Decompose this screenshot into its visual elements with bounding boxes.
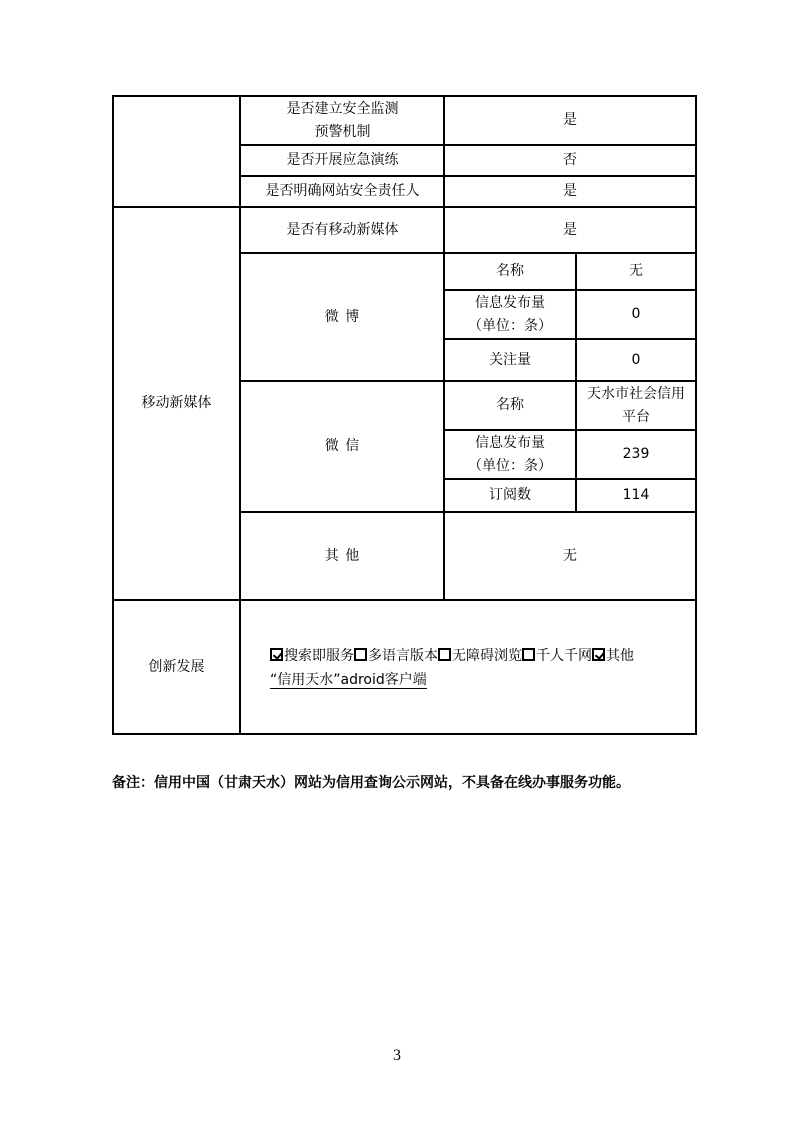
innovation-section-label: 创新发展 [148, 658, 205, 675]
weibo-follow-value: 0 [631, 351, 641, 368]
weibo-name-label: 名称 [496, 263, 524, 279]
option-multilingual [354, 648, 438, 664]
page-number: 3 [393, 1047, 401, 1064]
weibo-label: 微 博 [324, 308, 361, 325]
other-media-label: 其 他 [324, 547, 361, 564]
has-mobile-media-label: 是否有移动新媒体 [286, 221, 399, 238]
weibo-posts-label: 信息发布量（单位：条） [468, 294, 552, 334]
innovation-other-text: “信用天水”adroid客户端 [270, 672, 427, 688]
security-responsible-label: 是否明确网站安全责任人 [265, 183, 420, 199]
wechat-name-value: 天水市社会信用平台 [587, 385, 685, 425]
weibo-follow-label: 关注量 [489, 351, 531, 368]
warning-mechanism-value: 是 [563, 112, 577, 128]
grid-line [239, 95, 241, 735]
other-media-value: 无 [563, 547, 577, 564]
option-label: 其他 [606, 648, 634, 664]
grid-line [112, 733, 697, 735]
security-responsible-value: 是 [563, 183, 577, 199]
option-label: 多语言版本 [368, 648, 438, 664]
wechat-posts-value: 239 [622, 446, 650, 462]
mobile-media-section-label: 移动新媒体 [141, 395, 212, 411]
innovation-options [270, 644, 700, 692]
emergency-drill-label: 是否开展应急演练 [286, 152, 399, 168]
checked-box-icon [270, 648, 283, 661]
has-mobile-media-value: 是 [563, 221, 577, 238]
option-personalized [522, 648, 592, 664]
option-label: 千人千网 [536, 648, 592, 664]
checkbox-icon [354, 648, 367, 661]
weibo-name-value: 无 [629, 263, 643, 279]
checked-box-icon [592, 648, 605, 661]
wechat-label: 微 信 [324, 438, 361, 454]
option-other [592, 648, 634, 664]
warning-mechanism-label: 是否建立安全监测预警机制 [286, 100, 399, 140]
wechat-name-label: 名称 [496, 397, 524, 413]
checkbox-icon [438, 648, 451, 661]
weibo-posts-value: 0 [631, 306, 641, 322]
wechat-subs-value: 114 [622, 487, 650, 503]
emergency-drill-value: 否 [563, 152, 577, 168]
wechat-posts-label: 信息发布量（单位：条） [468, 434, 552, 474]
grid-line [695, 95, 697, 735]
footnote: 备注：信用中国（甘肃天水）网站为信用查询公示网站，不具备在线办事服务功能。 [112, 775, 630, 791]
checkbox-icon [522, 648, 535, 661]
option-label: 无障碍浏览 [452, 648, 522, 664]
option-label: 搜索即服务 [284, 648, 354, 664]
option-search-as-service [270, 648, 354, 664]
wechat-subs-label: 订阅数 [489, 487, 531, 503]
option-accessible-browsing [438, 648, 522, 664]
